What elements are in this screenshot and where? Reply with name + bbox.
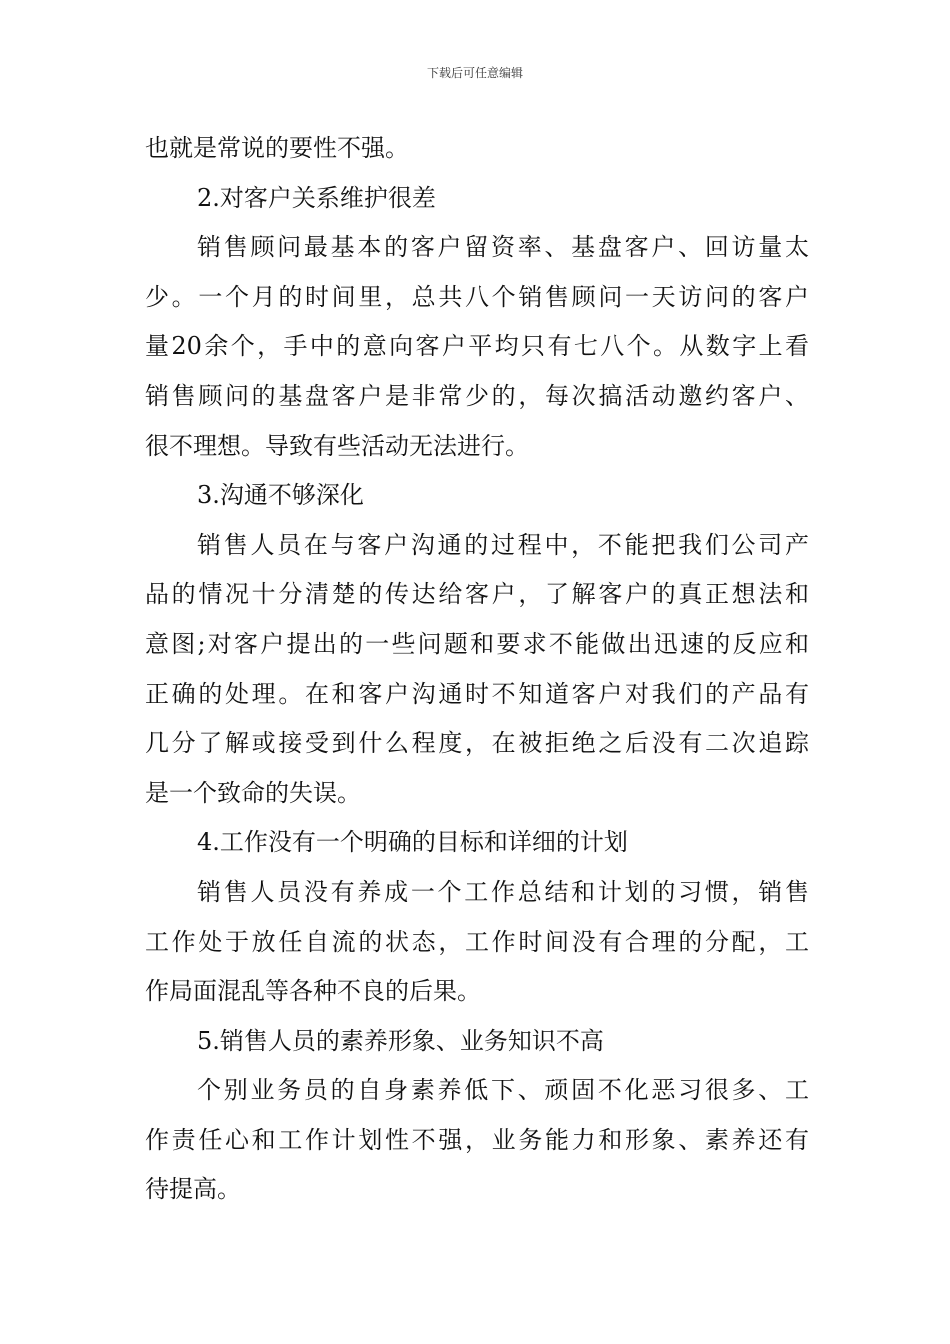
text-line: 待提高。: [145, 1175, 241, 1204]
text-line: 个别业务员的自身素养低下、顽固不化恶习很多、工: [197, 1076, 809, 1105]
text-line: 销售顾问最基本的客户留资率、基盘客户、回访量太: [197, 233, 809, 262]
section-heading: 3.沟通不够深化: [197, 481, 364, 510]
section-heading: 2.对客户关系维护很差: [197, 183, 436, 212]
section-heading: 4.工作没有一个明确的目标和详细的计划: [197, 828, 628, 857]
section-heading: 5.销售人员的素养形象、业务知识不高: [197, 1026, 604, 1055]
text-line: 作责任心和工作计划性不强，业务能力和形象、素养还有: [145, 1125, 809, 1154]
text-line: 正确的处理。在和客户沟通时不知道客户对我们的产品有: [145, 679, 809, 708]
text-line: 销售人员没有养成一个工作总结和计划的习惯，销售: [197, 877, 809, 906]
download-note: 下载后可任意编辑: [426, 66, 523, 80]
text-line: 销售人员在与客户沟通的过程中，不能把我们公司产: [197, 530, 809, 559]
text-line: 销售顾问的基盘客户是非常少的，每次搞活动邀约客户、: [145, 381, 809, 410]
text-line: 是一个致命的失误。: [145, 778, 361, 807]
text-line: 量20余个，手中的意向客户平均只有七八个。从数字上看: [145, 332, 809, 361]
text-line: 意图;对客户提出的一些问题和要求不能做出迅速的反应和: [145, 629, 809, 658]
text-line: 几分了解或接受到什么程度，在被拒绝之后没有二次追踪: [145, 729, 809, 758]
text-line: 工作处于放任自流的状态，工作时间没有合理的分配，工: [145, 927, 809, 956]
text-line: 少。一个月的时间里，总共八个销售顾问一天访问的客户: [145, 282, 809, 311]
text-line: 也就是常说的要性不强。: [145, 134, 409, 162]
text-line: 作局面混乱等各种不良的后果。: [145, 977, 481, 1006]
text-line: 很不理想。导致有些活动无法进行。: [145, 431, 529, 460]
text-line: 品的情况十分清楚的传达给客户，了解客户的真正想法和: [145, 580, 809, 609]
document-body: [145, 124, 809, 1215]
